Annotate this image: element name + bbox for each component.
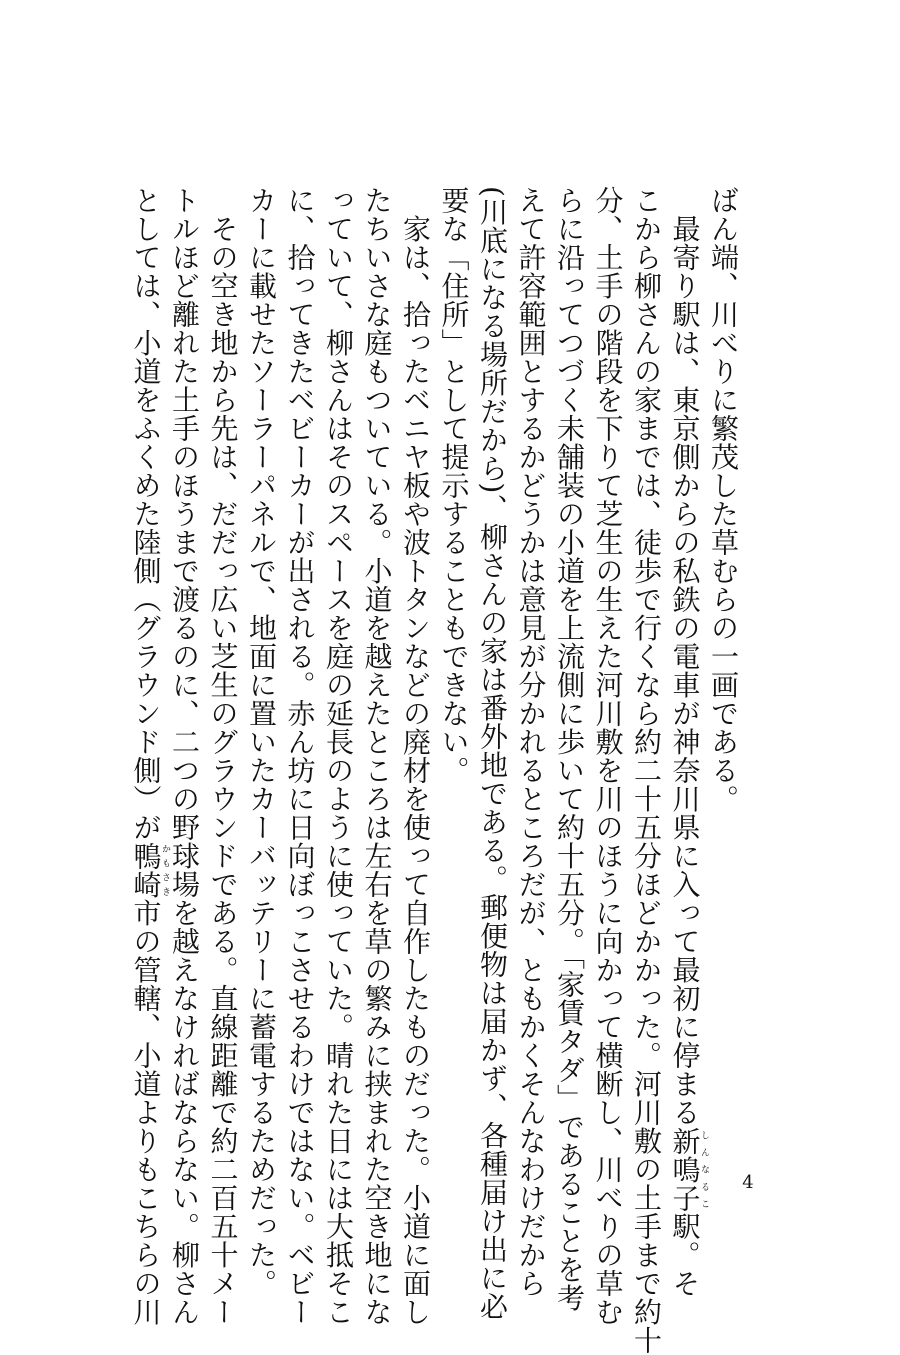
vertical-body-text [122, 186, 742, 1355]
text-line: 最寄り駅は、東京側からの私鉄の電車が神奈川県に入って最初に停まる [668, 186, 702, 1127]
text-line: っていて、柳さんはそのスペースを庭の延長のように使っていた。晴れた日には大抵そこ [322, 186, 355, 1326]
text-line: カーに載せたソーラーパネルで、地面に置いたカーバッテリーに蓄電するためだった。 [245, 186, 278, 1298]
text-line: その空き地から先は、だだっ広い芝生のグラウンドである。直線距離で約二百五十メー [206, 186, 240, 1326]
text-line: えて許容範囲とするかどうかは意見が分かれるところだが、ともかくそんなわけだから [514, 186, 548, 1298]
ruby-base: 新鳴子 [668, 1126, 702, 1212]
text-line: としては、小道をふくめた陸側（グラウンド側）が [129, 186, 163, 842]
text-line: 家は、拾ったベニヤ板や波トタンなどの廃材を使って自作したものだった。小道に面し [399, 186, 432, 1326]
text-line: (川底になる場所だから)、柳さんの家は番外地である。郵便物は届かず、各種届け出に必 [476, 186, 509, 1321]
ruby-annotation [129, 841, 170, 899]
text-line: 駅。そ [668, 1212, 702, 1298]
ruby-reading: しんなるこ [699, 1126, 709, 1212]
ruby-reading: かもさき [160, 841, 170, 899]
text-line: 要な「住所」として提示することもできない。 [437, 186, 471, 785]
ruby-annotation [668, 1126, 709, 1213]
text-line: に、拾ってきたベビーカーが出される。赤ん坊に日向ぼっこさせるわけではない。ベビー [283, 186, 317, 1326]
text-line: ばん端、川べりに繁茂した草むらの一画である。 [707, 186, 740, 813]
page-number: 4 [742, 1172, 754, 1193]
text-line: 市の管轄、小道よりもこちらの川 [129, 898, 163, 1326]
text-line: こから柳さんの家までは、徒歩で行くなら約二十五分ほどかかった。河川敷の土手まで約十 [630, 186, 663, 1355]
text-line: らに沿ってつづく未舗装の小道を上流側に歩いて約十五分。「家賃タダ」であることを考 [553, 186, 586, 1312]
text-line: トルほど離れた土手のほうまで渡るのに、二つの野球場を越えなければならない。柳さん [168, 186, 201, 1326]
text-line: 分、土手の階段を下りて芝生の生えた河川敷を川のほうに向かって横断し、川べりの草む [591, 186, 625, 1326]
text-line: たちいさな庭もついている。小道を越えたところは左右を草の繁みに挟まれた空き地にな [360, 186, 394, 1326]
ruby-base: 鴨崎 [129, 841, 163, 899]
